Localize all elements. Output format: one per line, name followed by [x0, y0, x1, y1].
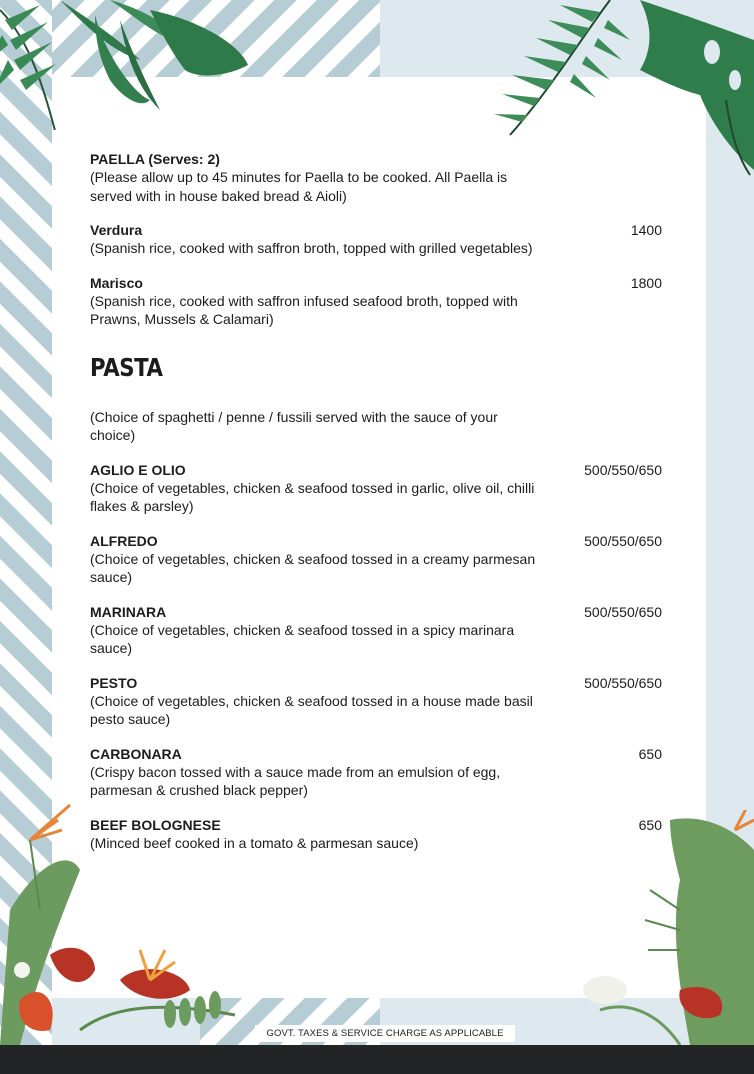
item-description: (Minced beef cooked in a tomato & parmesan sauce) [90, 834, 419, 851]
item-price: 1400 [630, 222, 662, 238]
item-description: (Choice of vegetables, chicken & seafood tossed in a creamy parmesan sauce) [90, 550, 536, 585]
menu-item-verdura [90, 221, 662, 258]
menu-item-alfredo [90, 532, 662, 587]
item-name: CARBONARA [90, 745, 182, 762]
item-name: MARINARA [90, 603, 167, 620]
item-description: (Choice of vegetables, chicken & seafood tossed in garlic, olive oil, chilli flakes & parsley) [90, 479, 535, 514]
pasta-note: (Choice of spaghetti / penne / fussili served with the sauce of your choice) [90, 408, 498, 443]
item-description: (Choice of vegetables, chicken & seafood tossed in a spicy marinara sauce) [90, 621, 515, 656]
menu-item-carbonara [90, 745, 662, 800]
item-name: BEEF BOLOGNESE [90, 816, 221, 833]
item-name: AGLIO E OLIO [90, 461, 186, 478]
item-price: 500/550/650 [584, 674, 662, 691]
pasta-title: PASTA [90, 352, 163, 382]
item-name: Marisco [90, 274, 143, 291]
menu-content [90, 150, 662, 868]
item-description: (Crispy bacon tossed with a sauce made from an emulsion of egg, parmesan & crushed black pepper) [90, 763, 501, 798]
item-description: (Spanish rice, cooked with saffron infused seafood broth, topped with Prawns, Mussels & Calamari) [90, 292, 518, 327]
item-price: 1800 [630, 274, 662, 291]
item-price: 650 [638, 816, 662, 833]
menu-item-beef-bolognese [90, 816, 662, 853]
paella-note: (Please allow up to 45 minutes for Paella to be cooked. All Paella is served with in house baked bread & Aioli) [90, 169, 508, 204]
pasta-section [90, 353, 662, 853]
bottom-bar [0, 1045, 754, 1074]
menu-item-marinara [90, 603, 662, 658]
tax-note: GOVT. TAXES & SERVICE CHARGE AS APPLICABLE [255, 1025, 515, 1042]
paella-section [90, 150, 662, 329]
menu-item-marisco [90, 274, 662, 329]
menu-item-pesto [90, 674, 662, 729]
paella-heading: PAELLA (Serves: 2) [90, 151, 220, 167]
item-description: (Choice of vegetables, chicken & seafood tossed in a house made basil pesto sauce) [90, 692, 533, 727]
item-name: PESTO [90, 674, 138, 691]
menu-item-aglio-e-olio [90, 461, 662, 516]
item-description: (Spanish rice, cooked with saffron broth, topped with grilled vegetables) [90, 240, 533, 256]
item-name: ALFREDO [90, 532, 158, 549]
item-price: 500/550/650 [584, 603, 662, 620]
paella-header [90, 150, 662, 205]
item-name: Verdura [90, 222, 143, 238]
palm-leaf-icon [0, 0, 260, 130]
item-price: 500/550/650 [584, 532, 662, 549]
item-price: 650 [638, 745, 662, 762]
item-price: 500/550/650 [584, 461, 662, 478]
